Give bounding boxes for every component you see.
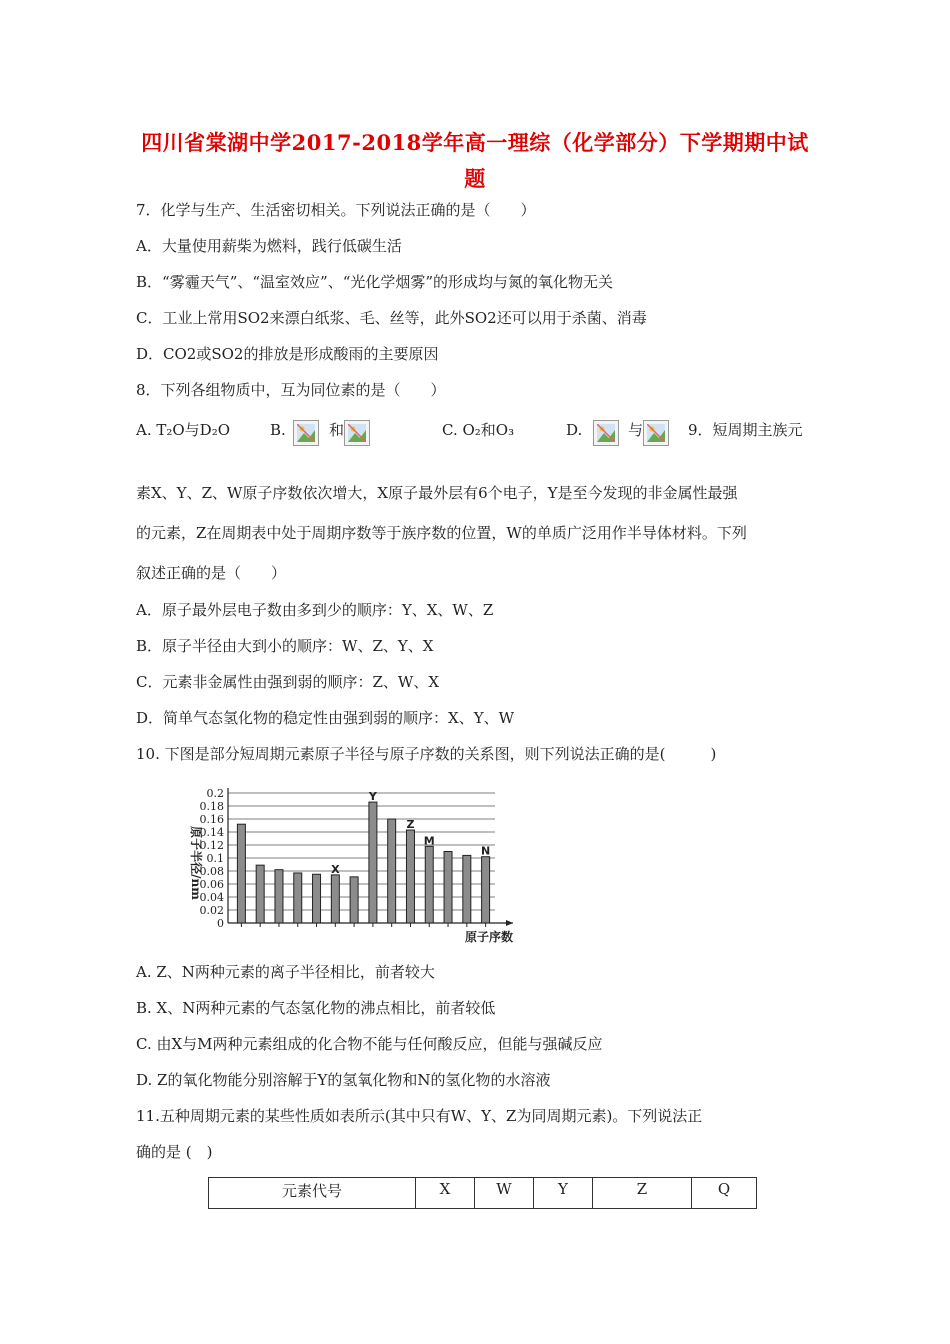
bar-label: X xyxy=(331,862,340,876)
q9-option-c: C．元素非金属性由强到弱的顺序：Z、W、X xyxy=(136,673,439,691)
q9-option-d: D．简单气态氢化物的稳定性由强到弱的顺序：X、Y、W xyxy=(136,709,515,727)
bar xyxy=(425,846,433,923)
y-tick-label: 0.16 xyxy=(199,813,224,826)
table-header-cell: W xyxy=(475,1178,534,1209)
q7-option-c: C．工业上常用SO2来漂白纸浆、毛、丝等，此外SO2还可以用于杀菌、消毒 xyxy=(136,309,647,327)
q11-line1: 11.五种周期元素的某些性质如表所示(其中只有W、Y、Z为同周期元素)。下列说法正 xyxy=(136,1107,703,1125)
bar xyxy=(313,874,321,923)
q7-option-b: B．“雾霾天气”、“温室效应”、“光化学烟雾”的形成均与氮的氧化物无关 xyxy=(136,273,614,291)
q7-stem: 7．化学与生产、生活密切相关。下列说法正确的是（ ） xyxy=(136,201,536,219)
q8-option-a: A. T₂O与D₂O xyxy=(136,421,231,439)
q9-option-a: A．原子最外层电子数由多到少的顺序：Y、X、W、Z xyxy=(136,601,494,619)
bar xyxy=(275,870,283,923)
y-tick-label: 0.04 xyxy=(199,891,224,904)
table-header-cell: Z xyxy=(593,1178,692,1209)
y-tick-label: 0 xyxy=(217,917,224,930)
bar xyxy=(369,802,377,923)
q8-option-b-and: 和 xyxy=(329,421,345,439)
broken-image-icon xyxy=(293,420,319,446)
q11-line2: 确的是 ( ) xyxy=(136,1143,213,1161)
broken-image-icon xyxy=(593,420,619,446)
bar-label: Y xyxy=(368,790,377,804)
q8-option-c: C. O₂和O₃ xyxy=(442,421,515,439)
table-header-cell: Q xyxy=(692,1178,757,1209)
x-axis-arrow xyxy=(506,920,513,926)
y-tick-label: 0.02 xyxy=(199,904,224,917)
bar xyxy=(331,875,339,923)
y-tick-label: 0.06 xyxy=(199,878,224,891)
q9-start: 9．短周期主族元 xyxy=(688,421,803,439)
q10-option-d: D. Z的氧化物能分别溶解于Y的氢氧化物和N的氢化物的水溶液 xyxy=(136,1071,551,1089)
y-tick-label: 0.14 xyxy=(199,826,224,839)
atomic-radius-chart xyxy=(170,780,530,950)
q9-line1: 素X、Y、Z、W原子序数依次增大，X原子最外层有6个电子，Y是至今发现的非金属性最强 xyxy=(136,484,738,502)
q10-stem: 10. 下图是部分短周期元素原子半径与原子序数的关系图，则下列说法正确的是( ) xyxy=(136,745,717,763)
broken-image-icon xyxy=(344,420,370,446)
q9-line2: 的元素，Z在周期表中处于周期序数等于族序数的位置，W的单质广泛用作半导体材料。下列 xyxy=(136,524,747,542)
q8-option-b-prefix: B. xyxy=(270,421,286,439)
page-title-line1: 四川省棠湖中学2017-2018学年高一理综（化学部分）下学期期中试 xyxy=(141,130,809,155)
bar xyxy=(256,865,264,923)
y-tick-label: 0.2 xyxy=(206,787,224,800)
bar xyxy=(444,852,452,924)
q8-option-d-prefix: D. xyxy=(566,421,583,439)
element-table xyxy=(208,1177,757,1209)
q10-option-b: B. X、N两种元素的气态氢化物的沸点相比，前者较低 xyxy=(136,999,496,1017)
table-header-cell: 元素代号 xyxy=(209,1178,416,1209)
bar xyxy=(482,857,490,923)
bar-label: M xyxy=(423,834,435,848)
bar xyxy=(350,877,358,923)
bar xyxy=(294,873,302,923)
q9-option-b: B．原子半径由大到小的顺序：W、Z、Y、X xyxy=(136,637,434,655)
table-header-cell: X xyxy=(416,1178,475,1209)
bar-label: Z xyxy=(406,818,415,832)
bar-label: N xyxy=(480,844,491,858)
q7-option-d: D．CO2或SO2的排放是形成酸雨的主要原因 xyxy=(136,345,439,363)
bar xyxy=(388,819,396,923)
bar xyxy=(463,855,471,923)
bar xyxy=(406,830,414,923)
page-title-line2: 题 xyxy=(464,166,486,191)
y-axis-label: 原子半径/nm xyxy=(189,826,203,900)
x-axis-label: 原子序数 xyxy=(464,930,513,944)
q10-option-c: C. 由X与M两种元素组成的化合物不能与任何酸反应，但能与强碱反应 xyxy=(136,1035,603,1053)
y-tick-label: 0.08 xyxy=(199,865,224,878)
q8-option-d-and: 与 xyxy=(628,421,644,439)
q10-option-a: A. Z、N两种元素的离子半径相比，前者较大 xyxy=(136,963,435,981)
bar xyxy=(237,824,245,923)
y-tick-label: 0.1 xyxy=(206,852,224,865)
q7-option-a: A．大量使用薪柴为燃料，践行低碳生活 xyxy=(136,237,402,255)
y-tick-label: 0.18 xyxy=(199,800,224,813)
table-header-cell: Y xyxy=(534,1178,593,1209)
y-tick-label: 0.12 xyxy=(199,839,224,852)
broken-image-icon xyxy=(643,420,669,446)
q9-line3: 叙述正确的是（ ） xyxy=(136,564,287,582)
q8-stem: 8．下列各组物质中，互为同位素的是（ ） xyxy=(136,381,446,399)
table-row xyxy=(209,1178,757,1209)
